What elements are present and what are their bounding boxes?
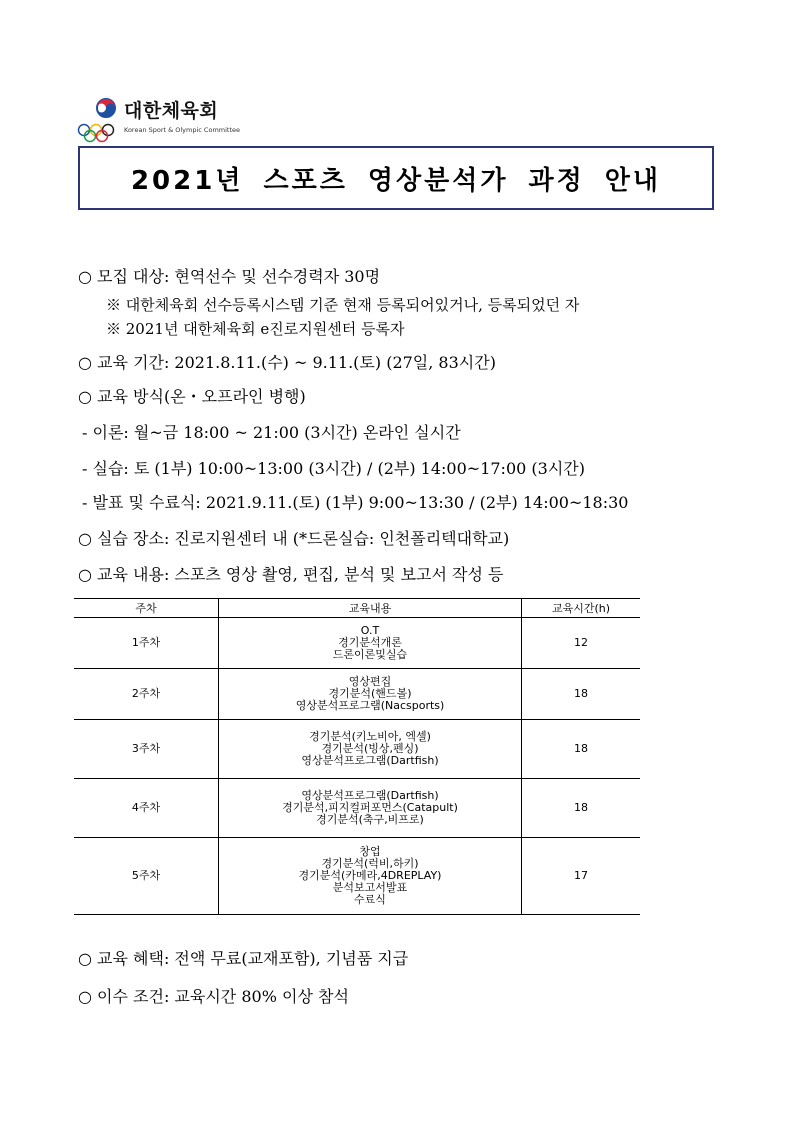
week-cell: 2주차 xyxy=(74,669,219,720)
page-title: 2021년 스포츠 영상분석가 과정 안내 xyxy=(130,165,662,196)
content-item: 영상분석프로그램(Dartfish) xyxy=(301,789,439,802)
hours-cell: 12 xyxy=(522,618,641,669)
content-item: 영상분석프로그램(Dartfish) xyxy=(301,754,439,767)
presentation-line: - 발표 및 수료식: 2021.9.11.(토) (1부) 9:00~13:30 / (2부) 14:00~18:30 xyxy=(82,493,629,512)
week-cell: 5주차 xyxy=(74,838,219,915)
organization-logo xyxy=(76,96,241,144)
method-line: ○ 교육 방식(온・오프라인 병행) xyxy=(78,387,306,406)
content-item: 경기분석(럭비,하키) xyxy=(321,857,419,870)
content-item: 수료식 xyxy=(354,893,386,906)
benefit-line: ○ 교육 혜택: 전액 무료(교재포함), 기념품 지급 xyxy=(78,949,409,968)
hours-cell: 18 xyxy=(522,720,641,779)
period-line: ○ 교육 기간: 2021.8.11.(수) ~ 9.11.(토) (27일, 83시간) xyxy=(78,353,496,372)
note-line-2: ※ 2021년 대한체육회 e진로지원센터 등록자 xyxy=(106,320,405,338)
header-hours: 교육시간(h) xyxy=(522,599,641,618)
header-content: 교육내용 xyxy=(219,599,522,618)
content-item: 창업 xyxy=(359,845,381,858)
content-item: 경기분석(키노비아, 엑셀) xyxy=(309,730,431,743)
table-row xyxy=(74,720,640,779)
table-header-row xyxy=(74,599,640,618)
olympic-rings-icon xyxy=(76,96,124,144)
content-item: O.T xyxy=(360,624,380,637)
content-item: 경기분석개론 xyxy=(338,636,402,649)
hours-cell: 17 xyxy=(522,838,641,915)
place-line: ○ 실습 장소: 진로지원센터 내 (*드론실습: 인천폴리텍대학교) xyxy=(78,529,510,548)
table-row xyxy=(74,669,640,720)
week-cell: 3주차 xyxy=(74,720,219,779)
table-row xyxy=(74,618,640,669)
theory-line: - 이론: 월~금 18:00 ~ 21:00 (3시간) 온라인 실시간 xyxy=(82,423,461,442)
condition-line: ○ 이수 조건: 교육시간 80% 이상 참석 xyxy=(78,987,349,1006)
target-line: ○ 모집 대상: 현역선수 및 선수경력자 30명 xyxy=(78,267,381,286)
content-item: 분석보고서발표 xyxy=(332,881,408,894)
content-item: 영상분석프로그램(Nacsports) xyxy=(295,699,445,712)
content-item: 경기분석(축구,비프로) xyxy=(316,813,424,826)
hours-cell: 18 xyxy=(522,779,641,838)
content-item: 영상편집 xyxy=(348,675,392,688)
header-week: 주차 xyxy=(74,599,219,618)
content-item: 경기분석(핸드볼) xyxy=(328,687,412,700)
content-item: 드론이론및실습 xyxy=(332,648,408,661)
content-item: 경기분석(카메라,4DREPLAY) xyxy=(298,869,442,882)
content-item: 경기분석(빙상,펜싱) xyxy=(321,742,419,755)
content-cell xyxy=(219,618,522,669)
content-item: 경기분석,피지컬퍼포먼스(Catapult) xyxy=(282,801,458,814)
table-row xyxy=(74,838,640,915)
table-row xyxy=(74,779,640,838)
week-cell: 4주차 xyxy=(74,779,219,838)
week-cell: 1주차 xyxy=(74,618,219,669)
content-cell xyxy=(219,838,522,915)
note-line-1: ※ 대한체육회 선수등록시스템 기준 현재 등록되어있거나, 등록되었던 자 xyxy=(106,296,580,314)
schedule-table xyxy=(74,598,640,915)
content-cell xyxy=(219,669,522,720)
logo-subtitle: Korean Sport & Olympic Committee xyxy=(124,126,241,134)
logo-name: 대한체육회 xyxy=(124,100,219,122)
hours-cell: 18 xyxy=(522,669,641,720)
content-line: ○ 교육 내용: 스포츠 영상 촬영, 편집, 분석 및 보고서 작성 등 xyxy=(78,565,504,584)
title-box xyxy=(78,146,714,210)
content-cell xyxy=(219,779,522,838)
practice-line: - 실습: 토 (1부) 10:00~13:00 (3시간) / (2부) 14:00~17:00 (3시간) xyxy=(82,459,585,478)
content-cell xyxy=(219,720,522,779)
